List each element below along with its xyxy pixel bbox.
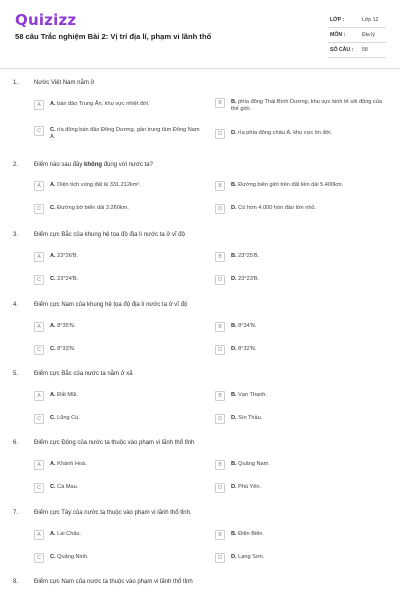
question-number: 4.	[13, 302, 19, 308]
meta-subject-value: Địa lý	[362, 32, 375, 38]
option-checkbox[interactable]: A	[34, 530, 44, 540]
option-checkbox[interactable]: C	[34, 483, 44, 493]
question-number: 7.	[13, 510, 19, 516]
option-letter: D.	[231, 205, 237, 211]
meta-count-value: 58	[362, 47, 368, 53]
option-checkbox[interactable]: B	[215, 460, 225, 470]
option-letter: B.	[231, 531, 237, 537]
option-text: bán đảo Trung Ấn, khu vực nhiệt đới.	[57, 101, 150, 107]
option-text: Quảng Ninh.	[57, 554, 89, 560]
meta-subject-label: MÔN :	[330, 32, 346, 38]
option-checkbox[interactable]: D	[215, 129, 225, 139]
option-letter: A.	[50, 461, 56, 467]
option-checkbox[interactable]: B	[215, 391, 225, 401]
question-text: Điểm cực Bắc của khung hệ tọa độ địa lí nước ta ở vĩ độ	[34, 232, 185, 238]
option-letter: A.	[50, 101, 56, 107]
option-letter: B.	[231, 461, 237, 467]
option-letter: C.	[50, 346, 56, 352]
option-text: rìa đông bán đảo Đông Dương, gần trung tâm Đông Nam Á.	[50, 127, 200, 141]
option-letter: A.	[50, 392, 56, 398]
option-letter: C.	[50, 484, 56, 490]
option-checkbox[interactable]: A	[34, 391, 44, 401]
option-text: Cà Mau.	[57, 484, 79, 490]
option-letter: B.	[231, 253, 237, 259]
option-checkbox[interactable]: C	[34, 275, 44, 285]
option-letter: C.	[50, 205, 56, 211]
option-text: Lai Châu.	[57, 531, 82, 537]
option-text: 23°24'B.	[57, 276, 79, 282]
question-text: Điểm cực Nam của khung hệ tọa độ địa lí nước ta ở vĩ độ	[34, 302, 188, 308]
question-number: 8.	[13, 579, 19, 585]
question-text: Nước Việt Nam nằm ở	[34, 80, 95, 86]
option-letter: A.	[50, 531, 56, 537]
quizizz-logo: Quizizz	[15, 11, 77, 29]
option-text: 23°25'B.	[238, 253, 260, 259]
question-number: 2.	[13, 162, 19, 168]
question-text: Điểm cực Tây của nước ta thuộc vào phạm vi lãnh thổ tỉnh.	[34, 510, 192, 516]
option-checkbox[interactable]: D	[215, 275, 225, 285]
option-checkbox[interactable]: A	[34, 252, 44, 262]
question-number: 5.	[13, 371, 19, 377]
option-text: Lũng Cú.	[57, 415, 80, 421]
option-text: Đường bờ biển dài 3.260km.	[57, 205, 129, 211]
option-checkbox[interactable]: D	[215, 553, 225, 563]
option-checkbox[interactable]: C	[34, 414, 44, 424]
worksheet-header	[0, 0, 400, 68]
option-text: Lạng Sơn.	[238, 554, 265, 560]
option-letter: C.	[50, 415, 56, 421]
option-checkbox[interactable]: B	[215, 98, 225, 108]
option-checkbox[interactable]: A	[34, 460, 44, 470]
meta-count-label: SỐ CÂU :	[330, 47, 354, 53]
question-text: Điểm nào sau đây không đúng với nước ta?	[34, 162, 153, 168]
option-letter: B.	[231, 392, 237, 398]
option-checkbox[interactable]: C	[34, 345, 44, 355]
question-text: Điểm cực Nam của nước ta thuộc vào phạm vi lãnh thổ tỉnh	[34, 579, 193, 585]
question-number: 6.	[13, 440, 19, 446]
option-text: Phú Yên.	[238, 484, 262, 490]
option-checkbox[interactable]: A	[34, 100, 44, 110]
option-checkbox[interactable]: C	[34, 204, 44, 214]
option-text: Có hơn 4.000 hòn đảo lớn nhỏ.	[238, 205, 317, 211]
option-checkbox[interactable]: A	[34, 181, 44, 191]
option-text: 8°32'N.	[238, 346, 257, 352]
option-letter: D.	[231, 276, 237, 282]
option-text: Quảng Nam.	[238, 461, 270, 467]
option-text: 8°34'N.	[238, 323, 257, 329]
option-text: Đất Mũi.	[57, 392, 78, 398]
option-letter: D.	[231, 346, 237, 352]
option-checkbox[interactable]: D	[215, 204, 225, 214]
option-text: 8°33'N.	[57, 346, 76, 352]
option-checkbox[interactable]: C	[34, 126, 44, 136]
option-text: Vạn Thạnh.	[238, 392, 267, 398]
option-letter: C.	[50, 554, 56, 560]
option-letter: B.	[231, 182, 237, 188]
meta-divider	[328, 57, 386, 58]
option-letter: A.	[50, 323, 56, 329]
option-letter: D.	[231, 130, 237, 136]
option-text: Khánh Hoà.	[57, 461, 87, 467]
option-text: Sín Thầu.	[238, 415, 263, 421]
option-letter: C.	[50, 276, 56, 282]
option-checkbox[interactable]: D	[215, 345, 225, 355]
option-text: rìa phía đông châu Á, khu vực ôn đới.	[238, 130, 333, 136]
question-number: 3.	[13, 232, 19, 238]
option-letter: D.	[231, 415, 237, 421]
meta-count	[328, 43, 386, 58]
option-letter: D.	[231, 554, 237, 560]
option-text: phía đông Thái Bình Dương, khu vực kinh tế sôi động của thế giới.	[231, 99, 382, 113]
option-text: 23°26'B.	[57, 253, 79, 259]
option-text: 23°23'B.	[238, 276, 260, 282]
option-text: 8°35'N.	[57, 323, 76, 329]
option-text: Đường biên giới trên đất liền dài 5.400km.	[238, 182, 344, 188]
option-checkbox[interactable]: B	[215, 322, 225, 332]
option-letter: B.	[231, 99, 237, 105]
option-checkbox[interactable]: B	[215, 530, 225, 540]
meta-grade	[328, 13, 386, 28]
option-letter: B.	[231, 323, 237, 329]
option-checkbox[interactable]: D	[215, 483, 225, 493]
option-checkbox[interactable]: A	[34, 322, 44, 332]
option-checkbox[interactable]: B	[215, 181, 225, 191]
meta-grade-label: LỚP :	[330, 17, 345, 23]
meta-grade-value: Lớp 12	[362, 17, 379, 23]
option-checkbox[interactable]: C	[34, 553, 44, 563]
option-letter: A.	[50, 182, 56, 188]
question-text: Điểm cực Đông của nước ta thuộc vào phạm vi lãnh thổ tỉnh	[34, 440, 195, 446]
question-number: 1.	[13, 80, 19, 86]
header-separator	[0, 68, 400, 69]
option-text: Điện Biên.	[238, 531, 264, 537]
option-checkbox[interactable]: D	[215, 414, 225, 424]
option-letter: A.	[50, 253, 56, 259]
option-letter: C.	[50, 127, 56, 133]
option-text: Diện tích vùng đất là 331.212km².	[57, 182, 141, 188]
question-text: Điểm cực Bắc của nước ta nằm ở xã	[34, 371, 133, 377]
worksheet-title: 58 câu Trắc nghiệm Bài 2: Vị trí địa lí, phạm vi lãnh thổ	[15, 32, 212, 41]
option-checkbox[interactable]: B	[215, 252, 225, 262]
option-letter: D.	[231, 484, 237, 490]
meta-subject	[328, 28, 386, 43]
